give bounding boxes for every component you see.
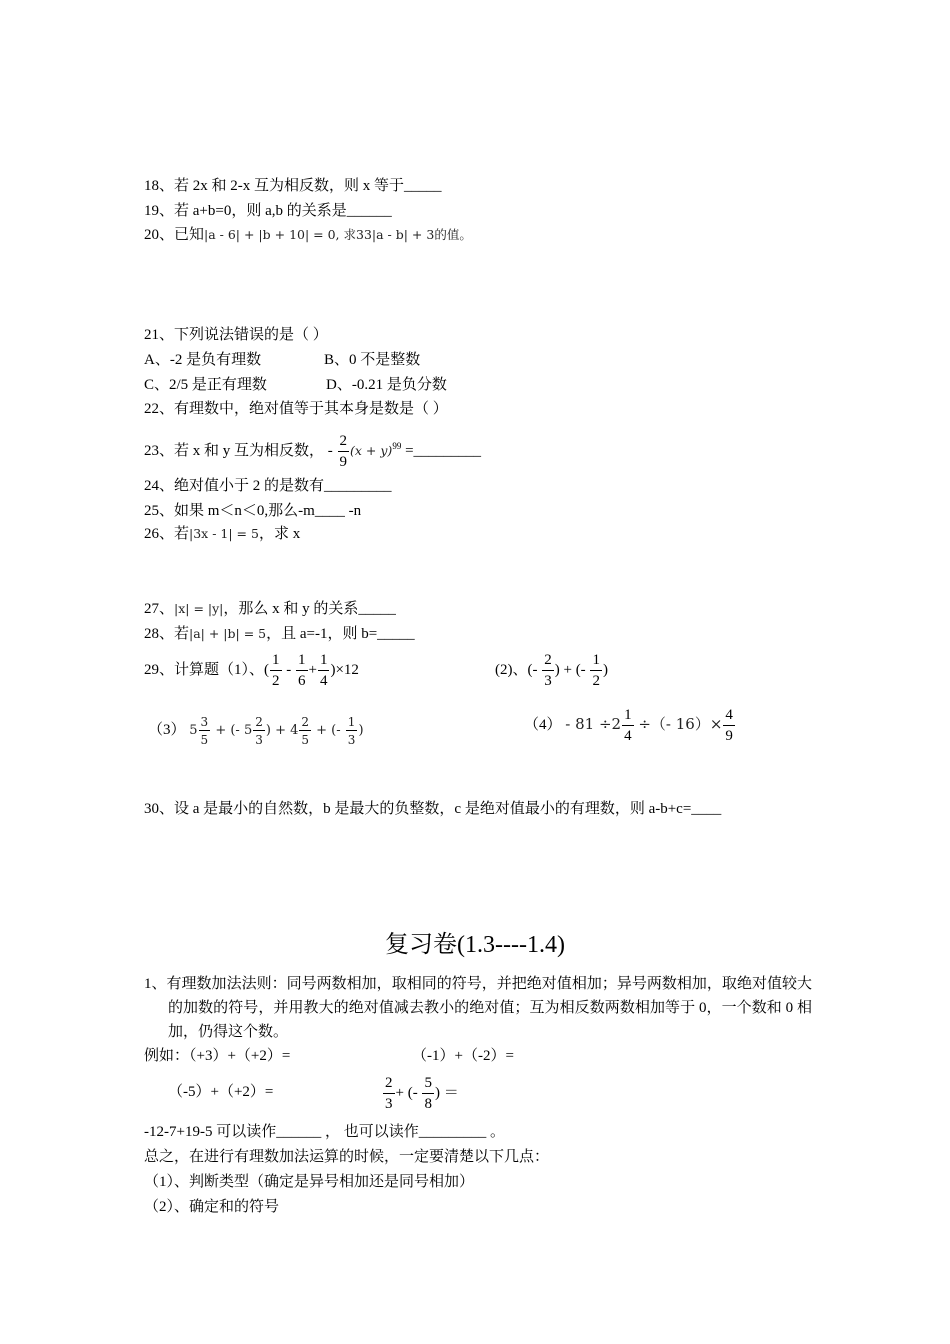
example-4 (382, 1073, 459, 1113)
question-30: 30、设 a 是最小的自然数，b 是最大的负整数，c 是绝对值最小的有理数，则 a-b+c=____ (144, 801, 722, 817)
question-21-stem: 21、下列说法错误的是（ ） (144, 327, 328, 343)
question-26-prefix: 26、若 (144, 526, 190, 542)
expression-segment: ÷（- 16）× (638, 715, 723, 733)
question-29-part-1 (144, 650, 359, 690)
example-1: 例如：（+3）+（+2）= (144, 1048, 291, 1064)
fraction (383, 1076, 395, 1112)
expression-tail: ) (602, 662, 608, 678)
question-21-option-c: C、2/5 是正有理数 (144, 377, 267, 393)
expression-segment: ) + 4 (265, 723, 299, 738)
operator: + (308, 662, 317, 678)
fraction (253, 716, 265, 746)
question-28-suffix: ，且 a=-1，则 b=_____ (266, 626, 415, 642)
fraction-numerator: 1 (270, 653, 282, 671)
fraction-numerator: 3 (200, 714, 209, 729)
fraction-denominator: 5 (301, 732, 310, 747)
fraction-denominator: 5 (200, 732, 209, 747)
fraction (270, 653, 282, 689)
question-23-blank: =_________ (405, 443, 482, 459)
addition-rule-text: 1、有理数加法法则：同号两数相加，取相同的符号，并把绝对值相加；异号两数相加，取绝对值较大的加数的符号，并用教大的绝对值减去教小的绝对值；互为相反数两数相加等于 0，一个数和 0 相加，仍得这个数。 (144, 976, 812, 1040)
fraction-numerator: 1 (622, 708, 634, 726)
fraction-denominator: 2 (592, 672, 600, 689)
part-4-label: （4） (524, 717, 562, 733)
summary-point-2: （2）、确定和的符号 (144, 1199, 280, 1215)
question-28-prefix: 28、若 (144, 626, 190, 642)
part-3-label: （3） (148, 722, 186, 738)
fraction-denominator: 3 (385, 1095, 393, 1112)
question-27-prefix: 27、 (144, 601, 175, 617)
example-2: （-1）+（-2）= (412, 1048, 514, 1064)
expression-middle: ) + (- (554, 662, 586, 678)
question-26-suffix: ，求 x (258, 526, 301, 542)
whole-number: 5 (189, 723, 198, 738)
fraction-denominator: 2 (272, 672, 280, 689)
question-27-expression: |x| = |y| (174, 601, 224, 616)
fraction-denominator: 3 (347, 732, 356, 747)
fraction-numerator: 2 (338, 434, 350, 452)
question-24: 24、绝对值小于 2 的是数有_________ (144, 478, 392, 494)
fraction-denominator: 9 (339, 453, 348, 470)
question-21-option-d: D、-0.21 是负分数 (326, 377, 447, 393)
question-19: 19、若 a+b=0，则 a,b 的关系是______ (144, 203, 392, 219)
question-23-expression: (x + y) (350, 443, 393, 458)
summary-point-1: （1）、判断类型（确定是异号相加还是同号相加） (144, 1174, 475, 1190)
question-22: 22、有理数中，绝对值等于其本身是数是（ ） (144, 401, 448, 417)
fraction-denominator: 3 (255, 732, 263, 747)
question-25: 25、如果 m＜n＜0,那么-m____ -n (144, 503, 362, 519)
fraction-denominator: 3 (544, 672, 552, 689)
question-23-prefix: 23、若 x 和 y 互为相反数， (144, 443, 325, 459)
question-26-expression: |3x - 1| = 5 (189, 526, 259, 541)
fraction (422, 1076, 434, 1112)
expression-segment: + (- (316, 723, 341, 738)
question-27-suffix: ，那么 x 和 y 的关系_____ (223, 601, 396, 617)
question-29-part-2 (495, 650, 608, 690)
question-23-minus: - (327, 443, 333, 459)
question-18: 18、若 2x 和 2-x 互为相反数，则 x 等于_____ (144, 178, 442, 194)
question-27 (144, 599, 396, 619)
question-28-expression: |a| + |b| = 5 (189, 626, 267, 641)
fraction-numerator: 1 (318, 653, 330, 671)
fraction (199, 716, 211, 746)
expression-segment: - 81 ÷2 (565, 715, 622, 733)
example-3: （-5）+（+2）= (168, 1084, 274, 1100)
question-21-option-a: A、-2 是负有理数 (144, 352, 262, 368)
question-23-fraction (338, 434, 350, 470)
part-3-expression (189, 714, 364, 747)
question-29-part-3 (148, 710, 364, 751)
fraction (299, 716, 311, 746)
expression-middle: + (- (395, 1085, 418, 1101)
addition-rule-paragraph (144, 972, 812, 1044)
question-21-option-b: B、0 不是整数 (324, 352, 421, 368)
question-20 (144, 225, 472, 245)
question-29-part-4 (524, 704, 736, 745)
question-20-prefix: 20、已知 (144, 227, 205, 243)
fraction-denominator: 4 (624, 727, 632, 744)
fraction (590, 653, 602, 689)
question-26 (144, 524, 300, 544)
fraction-numerator: 1 (347, 714, 356, 729)
question-23-exponent: 99 (392, 441, 402, 451)
question-20-expression: |a - 6| + |b + 10| = 0, 求33|a - b| + 3的值。 (204, 227, 472, 242)
expression-tail: )×12 (330, 662, 359, 678)
fraction (296, 653, 308, 689)
expression-tail: ) ＝ (434, 1085, 459, 1101)
fraction-numerator: 2 (301, 714, 310, 729)
expression-segment: + (- 5 (215, 723, 253, 738)
fraction (723, 708, 735, 744)
fraction-denominator: 6 (298, 672, 306, 689)
fraction-denominator: 9 (725, 727, 733, 744)
expression-tail: ) (358, 723, 364, 738)
fraction-denominator: 8 (424, 1095, 432, 1112)
summary-text: 总之，在进行有理数加法运算的时候，一定要清楚以下几点： (144, 1149, 550, 1165)
fraction-numerator: 1 (296, 653, 308, 671)
fraction-numerator: 5 (422, 1076, 434, 1094)
fraction-numerator: 2 (383, 1076, 395, 1094)
fraction-numerator: 2 (255, 714, 263, 729)
fraction-numerator: 2 (542, 653, 554, 671)
question-29-label: 29、计算题（1）、( (144, 662, 269, 678)
fraction-numerator: 4 (723, 708, 735, 726)
fraction (318, 653, 330, 689)
question-28 (144, 624, 415, 644)
fraction (542, 653, 554, 689)
review-title: 复习卷(1.3----1.4) (385, 932, 565, 958)
reading-exercise: -12-7+19-5 可以读作______ ， 也可以读作_________ 。 (144, 1124, 505, 1140)
fraction (622, 708, 634, 744)
fraction-denominator: 4 (319, 672, 328, 689)
operator: - (286, 662, 292, 678)
question-23 (144, 426, 481, 471)
part-2-label: (2)、(- (495, 662, 538, 678)
fraction (346, 716, 358, 746)
fraction-numerator: 1 (590, 653, 602, 671)
